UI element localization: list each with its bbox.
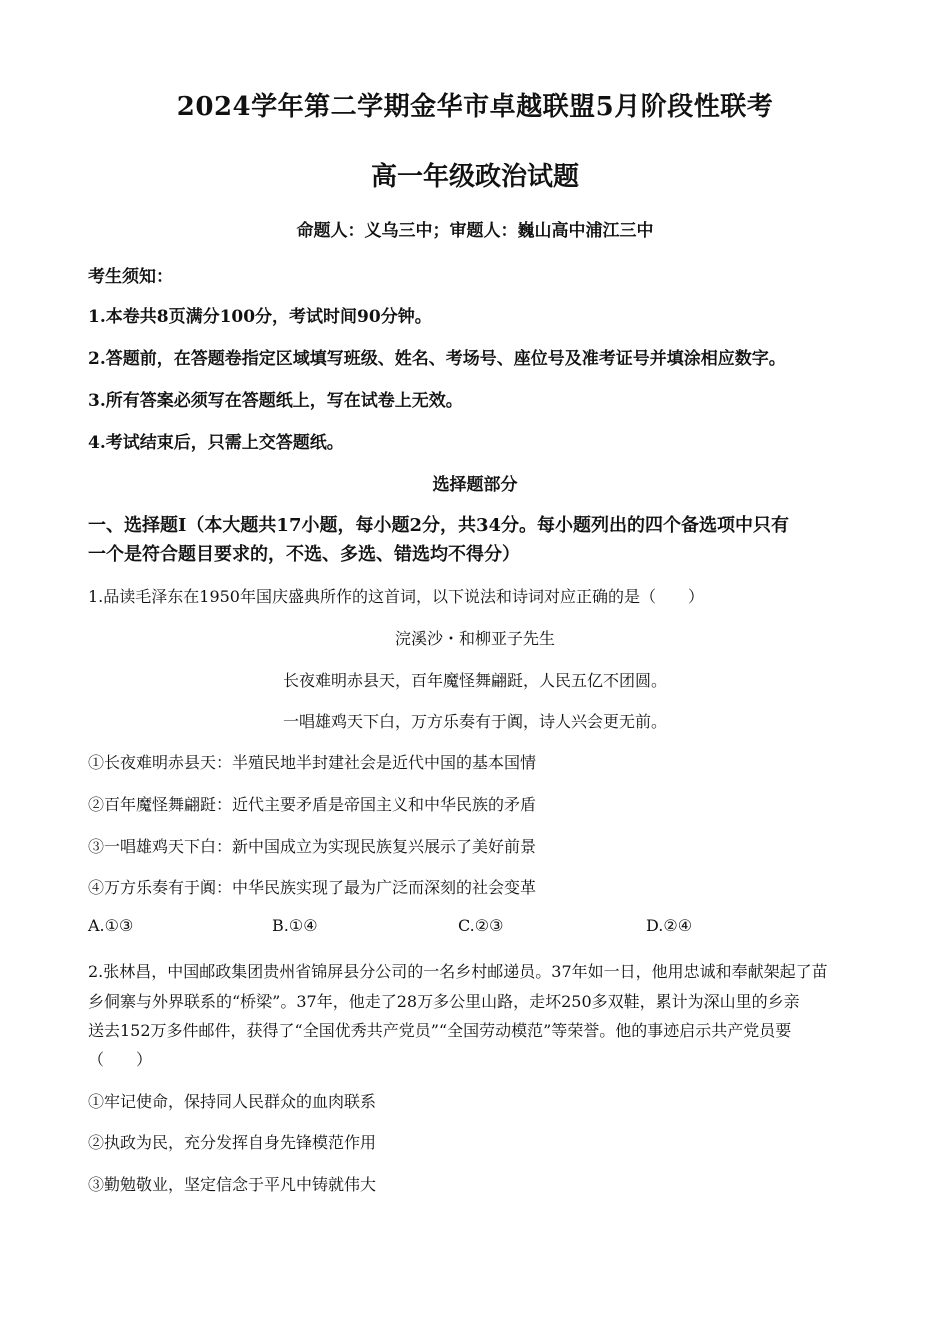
q1-statement-2: ②百年魔怪舞翩跹：近代主要矛盾是帝国主义和中华民族的矛盾: [88, 795, 537, 814]
q1-statement-1: ①长夜难明赤县天：半殖民地半封建社会是近代中国的基本国情: [88, 753, 537, 772]
notice-item-1: 1.本卷共8页满分100分，考试时间90分钟。: [88, 307, 432, 327]
q1-statement-3: ③一唱雄鸡天下白：新中国成立为实现民族复兴展示了美好前景: [88, 837, 537, 856]
notice-item-3: 3.所有答案必须写在答题纸上，写在试卷上无效。: [88, 391, 463, 411]
section-title: 选择题部分: [432, 475, 518, 495]
poem-line-1: 长夜难明赤县天，百年魔怪舞翩跹，人民五亿不团圆。: [282, 671, 667, 690]
exam-title: 2024学年第二学期金华市卓越联盟5月阶段性联考: [176, 92, 774, 122]
exam-subtitle: 高一年级政治试题: [370, 162, 579, 192]
question-2-stem-line-4: （ ）: [88, 1050, 153, 1069]
question-2-stem-line-2: 乡侗寨与外界联系的“桥梁”。37年，他走了28万多公里山路，走坏250多双鞋，累计为深山里的乡亲: [88, 992, 800, 1011]
q1-option-a: A.①③: [88, 916, 134, 935]
q1-option-c: C.②③: [458, 916, 504, 935]
q1-option-b: B.①④: [272, 916, 318, 935]
section-instruction-line1: 一、选择题Ⅰ（本大题共17小题，每小题2分，共34分。每小题列出的四个备选项中只有: [88, 515, 790, 536]
question-2-stem-line-3: 送去152万多件邮件，获得了“全国优秀共产党员”“全国劳动模范”等荣誉。他的事迹启示共产党员要: [88, 1021, 792, 1040]
q2-statement-3: ③勤勉敬业，坚定信念于平凡中铸就伟大: [88, 1175, 377, 1194]
poem-title: 浣溪沙・和柳亚子先生: [394, 629, 555, 648]
q2-statement-2: ②执政为民，充分发挥自身先锋模范作用: [88, 1133, 377, 1152]
question-2-stem-line-1: 2.张林昌，中国邮政集团贵州省锦屏县分公司的一名乡村邮递员。37年如一日，他用忠诚和奉献架起了苗: [88, 962, 828, 981]
q1-statement-4: ④万方乐奏有于阗：中华民族实现了最为广泛而深刻的社会变革: [88, 878, 537, 897]
notice-heading: 考生须知：: [88, 267, 173, 287]
q2-statement-1: ①牢记使命，保持同人民群众的血肉联系: [88, 1092, 377, 1111]
question-1-stem: 1.品读毛泽东在1950年国庆盛典所作的这首词，以下说法和诗词对应正确的是（ ）: [88, 587, 704, 606]
q1-option-d: D.②④: [646, 916, 693, 935]
authors-line: 命题人：义乌三中；审题人：巍山高中浦江三中: [296, 221, 654, 241]
poem-line-2: 一唱雄鸡天下白，万方乐奏有于阗，诗人兴会更无前。: [282, 712, 667, 731]
notice-item-4: 4.考试结束后，只需上交答题纸。: [88, 433, 344, 453]
section-instruction-line2: 一个是符合题目要求的，不选、多选、错选均不得分）: [88, 544, 520, 565]
notice-item-2: 2.答题前，在答题卷指定区域填写班级、姓名、考场号、座位号及准考证号并填涂相应数字。: [88, 349, 786, 369]
